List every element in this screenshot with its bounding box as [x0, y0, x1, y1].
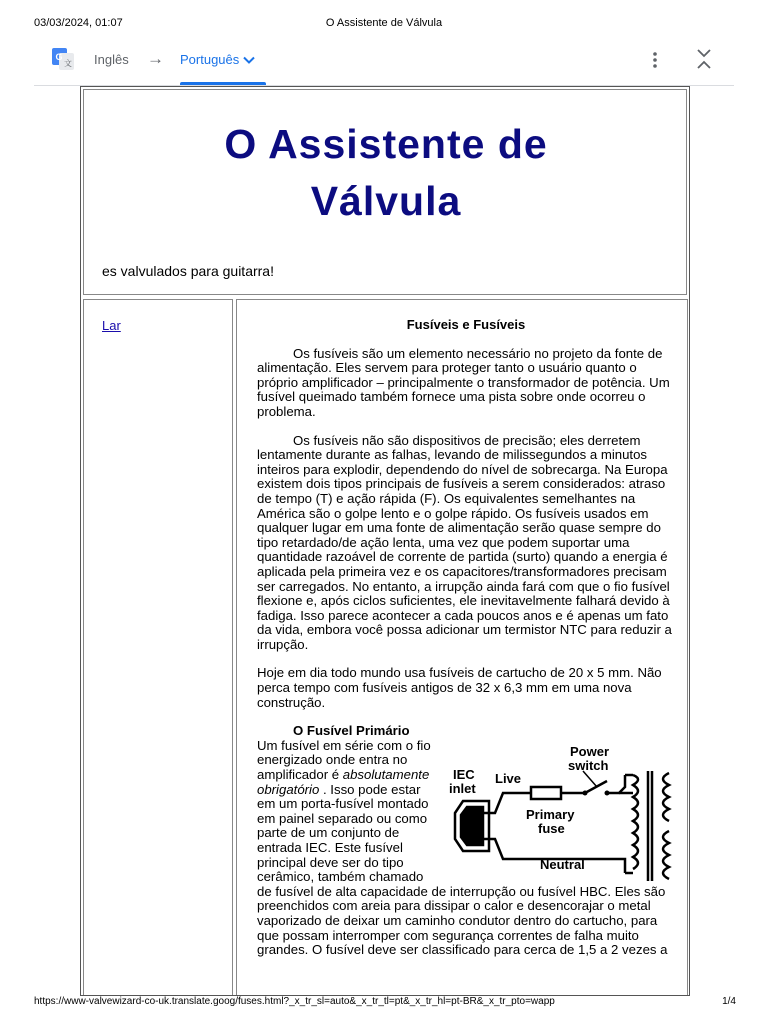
print-page-number: 1/4: [722, 996, 736, 1007]
site-title-line1: O Assistente de: [224, 121, 548, 167]
primary-fuse-emphasis: absolutamente obrigatório: [257, 767, 430, 797]
target-language-dropdown[interactable]: [180, 52, 255, 67]
diagram-label-live: Live: [495, 770, 522, 786]
paragraph-fuse-types: Os fusíveis não são dispositivos de precisão; eles derretem lentamente durante as falhas, levando de milissegundos a minutos inteiros para explodir, dependendo do nível de sobrecarga. Na Europa existem dois tipos principais de fusíveis a serem considerados: atraso de tempo (T) e ação rápida (F). Os equivalentes semelhantes na América são o golpe lento e o golpe rápido. Os fusíveis usados em qualquer lugar em uma fonte de alimentação serão quase sempre do tipo retardado/de ação lenta, uma vez que podem suportar uma quantidade razoável de corrente de partida (surto) quando a energia é aplicada pela primeira vez e os capacitores/transformadores precisam ser carregados. No entanto, a irrupção ainda fará com que o fio fusível flexione e, após ciclos suficientes, ele inevitavelmente falhará devido à fadiga. Isso parece acontecer a cada poucos anos e é apenas um fato da vida, embora você possa adicionar um termistor NTC para reduzir a irrupção.: [257, 432, 672, 652]
diagram-label-fuse: fuse: [538, 820, 565, 836]
primary-fuse-text-2: . Isso pode estar em um porta-fusível montado em painel separado ou como parte de um conjunto de entrada IEC. Este fusível principal deve ser do tipo cerâmico, também chamado de fusível de alta capacidade de interrupção ou fusível HBC. Eles são preenchidos com areia para dissipar o calor e desencorajar o metal vaporizado de deixar um caminho condutor dentro do cartucho, para que possam interromper com segurança correntes de falha muito grandes. O fusível deve ser classificado para cerca de 1,5 a 2 vezes a: [257, 781, 668, 958]
site-title-line2: Válvula: [310, 178, 462, 224]
print-url: https://www-valvewizard-co-uk.translate.goog/fuses.html?_x_tr_sl=auto&_x_tr_tl=pt&_x_tr_hl=pt-BR&_x_tr_pto=wapp: [34, 996, 555, 1007]
svg-text:G: G: [55, 52, 63, 62]
content-panel: [236, 299, 688, 996]
paragraph-intro: Os fusíveis são um elemento necessário no projeto da fonte de alimentação. Eles servem para proteger tanto o usuário quanto o próprio amplificador – principalmente o transformador de potência. Um fusível queimado também fornece uma pista sobre onde ocorreu o problema.: [257, 345, 670, 419]
print-footer: [0, 996, 768, 1016]
switch-pointer: [583, 771, 597, 787]
more-vert-icon[interactable]: [648, 50, 662, 70]
primary-fuse-section: [257, 739, 675, 958]
diagram-label-inlet: inlet: [449, 780, 476, 796]
source-language-tab[interactable]: Inglês: [94, 52, 129, 67]
target-language-label: Português: [180, 52, 240, 67]
nav-link-home[interactable]: Lar: [102, 318, 121, 333]
fuse-wiring-diagram: [443, 735, 679, 883]
page-frame: [80, 86, 690, 996]
active-tab-indicator: [180, 82, 266, 85]
article-body: [257, 318, 675, 958]
print-datetime: 03/03/2024, 01:07: [34, 17, 123, 29]
diagram-label-neutral: Neutral: [540, 856, 585, 872]
chevron-down-icon: [243, 56, 255, 64]
article-heading: Fusíveis e Fusíveis: [406, 317, 526, 332]
print-title: O Assistente de Válvula: [325, 17, 443, 29]
diagram-label-iec: IEC: [453, 766, 475, 782]
diagram-label-switch: switch: [568, 757, 609, 773]
sidebar-nav: [83, 299, 233, 996]
arrow-right-icon: →: [147, 49, 164, 68]
site-subtitle: es valvulados para guitarra!: [102, 263, 274, 279]
section-heading-primary-fuse: O Fusível Primário: [293, 723, 410, 739]
translate-toolbar: [34, 40, 734, 86]
paragraph-cartridge: Hoje em dia todo mundo usa fusíveis de cartucho de 20 x 5 mm. Não perca tempo com fusíveis antigos de 32 x 6,3 mm em uma nova construção.: [257, 665, 662, 710]
svg-text:文: 文: [64, 59, 72, 68]
collapse-icon[interactable]: [696, 48, 712, 72]
google-translate-icon[interactable]: [52, 48, 74, 70]
site-title: [84, 116, 688, 230]
site-header: [83, 89, 687, 295]
diagram-label-power: Power: [570, 743, 610, 759]
print-header: [0, 0, 768, 40]
primary-fuse-text-1: Um fusível em série com o fio energizado onde entra no amplificador é: [257, 737, 431, 783]
diagram-label-primary: Primary: [526, 806, 575, 822]
